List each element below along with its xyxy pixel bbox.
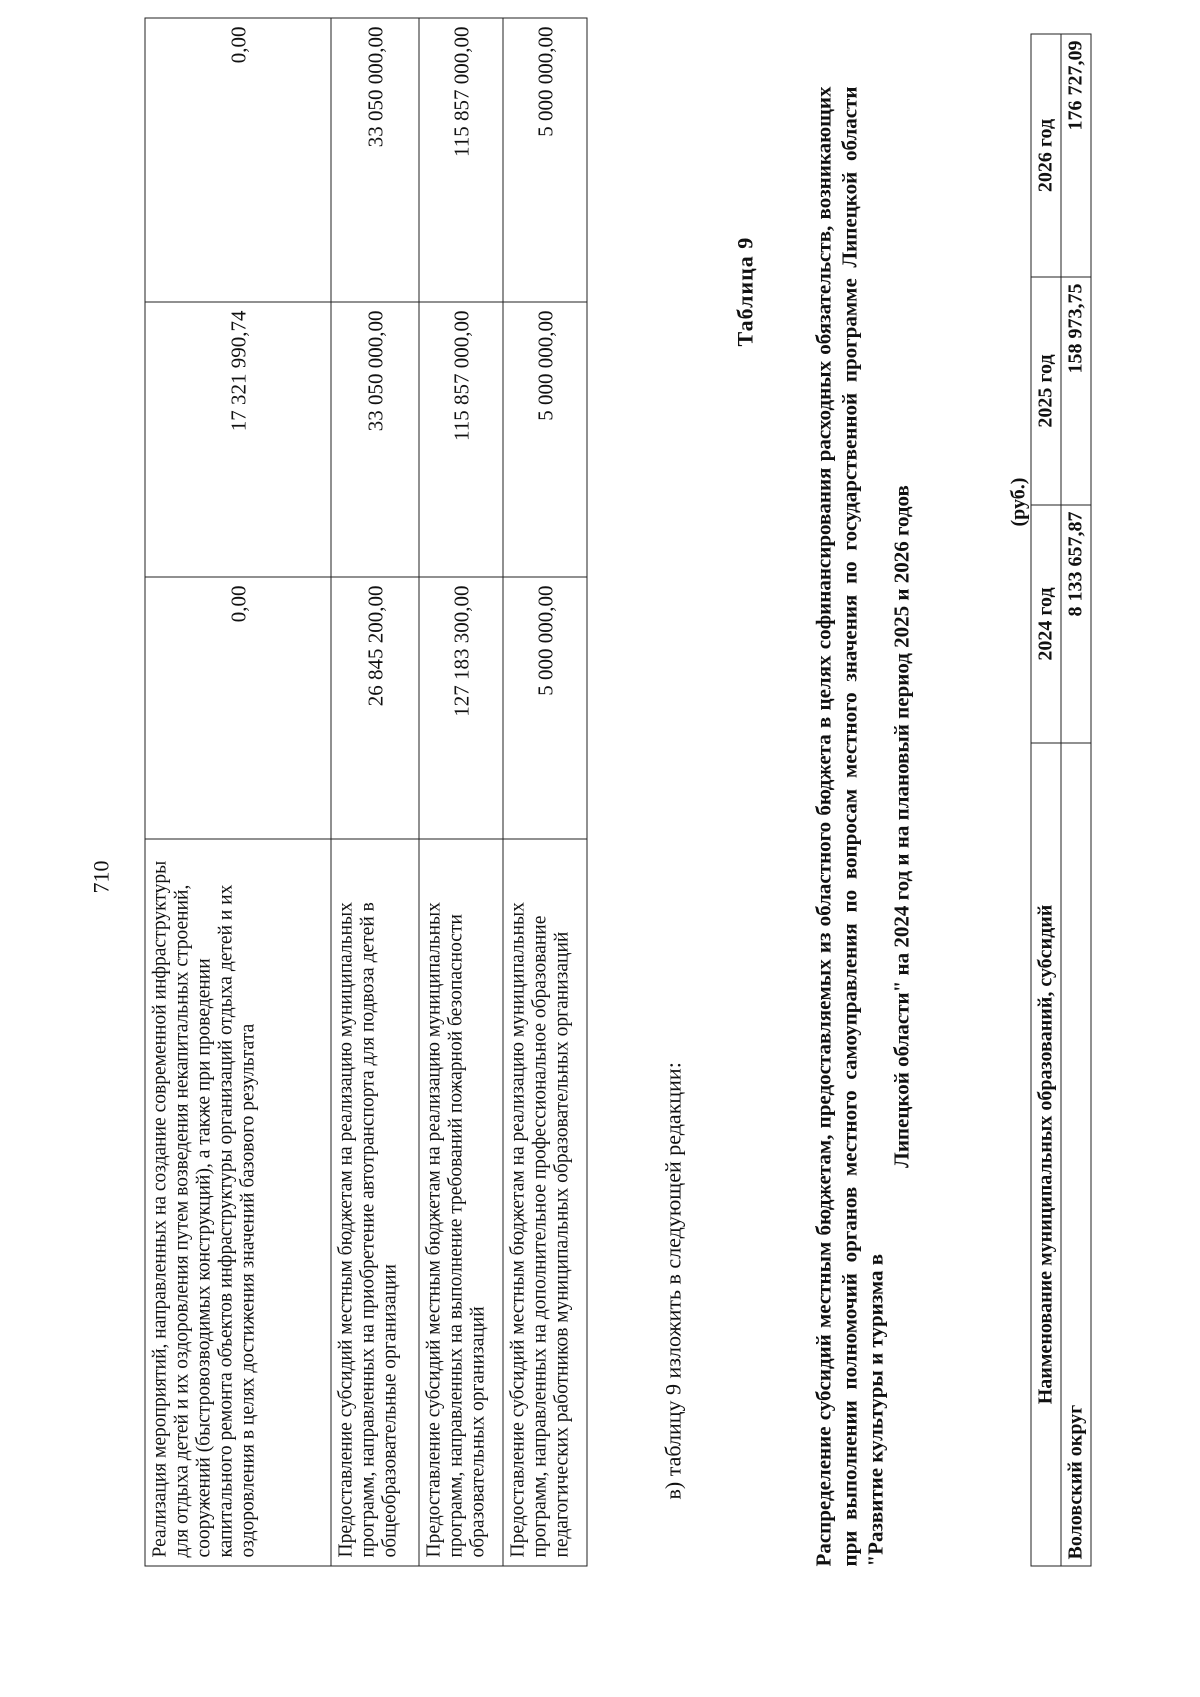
unit-label: (руб.) [1007,477,1030,527]
table-heading-body: Распределение субсидий местным бюджетам, предоставляемых из областного бюджета в целях софинансирования расходных обязательств, возникающих при выполнении полномочий органов местного самоуправления по вопросам местного значения по государственной программе Липецкой области "Развитие культуры и туризма в [811,86,888,1567]
value-2026: 5 000 000,00 [503,18,587,302]
value-2026: 115 857 000,00 [419,18,503,302]
column-header-2024: 2024 год [1031,505,1061,743]
table-row [331,18,419,1566]
subsidy-description: Предоставление субсидий местным бюджетам на реализацию муниципальных программ, направленных на выполнение требований пожарной безопасности образовательных организаций [419,839,503,1566]
subsidies-table-continuation [145,18,588,1567]
value-2026: 0,00 [145,18,331,302]
table-heading [811,87,915,1567]
table-row [145,18,331,1566]
table-heading-last-line: Липецкой области" на 2024 год и на плановый период 2025 и 2026 годов [889,485,914,1168]
table-9 [1031,34,1092,1567]
amendment-instruction: в) таблицу 9 изложить в следующей редакции: [660,1062,686,1500]
page-number: 710 [88,860,114,894]
value-2024: 8 133 657,87 [1061,505,1091,743]
header-row [1031,34,1061,1566]
value-2025: 17 321 990,74 [145,302,331,577]
municipality-name: Воловский округ [1061,743,1091,1566]
value-2025: 158 973,75 [1061,277,1091,505]
table-row [1061,34,1091,1566]
value-2024: 127 183 300,00 [419,577,503,839]
subsidy-description: Предоставление субсидий местным бюджетам на реализацию муниципальных программ, направленных на дополнительное профессиональное образование педагогических работников муниципальных образовательных организаций [503,839,587,1566]
value-2025: 115 857 000,00 [419,302,503,577]
value-2024: 5 000 000,00 [503,577,587,839]
value-2026: 33 050 000,00 [331,18,419,302]
subsidy-description: Реализация мероприятий, направленных на создание современной инфраструктуры для отдыха детей и их оздоровления путем возведения некапитальных строений, сооружений (быстровозводимых конструкций), а также при проведении капитального ремонта объектов инфраструктуры организаций отдыха детей и их оздоровления в целях достижения значений базового результата [145,839,331,1566]
table-row [419,18,503,1566]
subsidy-description: Предоставление субсидий местным бюджетам на реализацию муниципальных программ, направленных на приобретение автотранспорта для подвоза детей в общеобразовательные организации [331,839,419,1566]
value-2025: 33 050 000,00 [331,302,419,577]
value-2024: 0,00 [145,577,331,839]
table-row [503,18,587,1566]
value-2024: 26 845 200,00 [331,577,419,839]
column-header-2025: 2025 год [1031,277,1061,505]
column-header-name: Наименование муниципальных образований, субсидий [1031,743,1061,1566]
column-header-2026: 2026 год [1031,34,1061,277]
value-2025: 5 000 000,00 [503,302,587,577]
table-label: Таблица 9 [732,236,758,347]
document-page [1,0,1200,1697]
value-2026: 176 727,09 [1061,34,1091,277]
